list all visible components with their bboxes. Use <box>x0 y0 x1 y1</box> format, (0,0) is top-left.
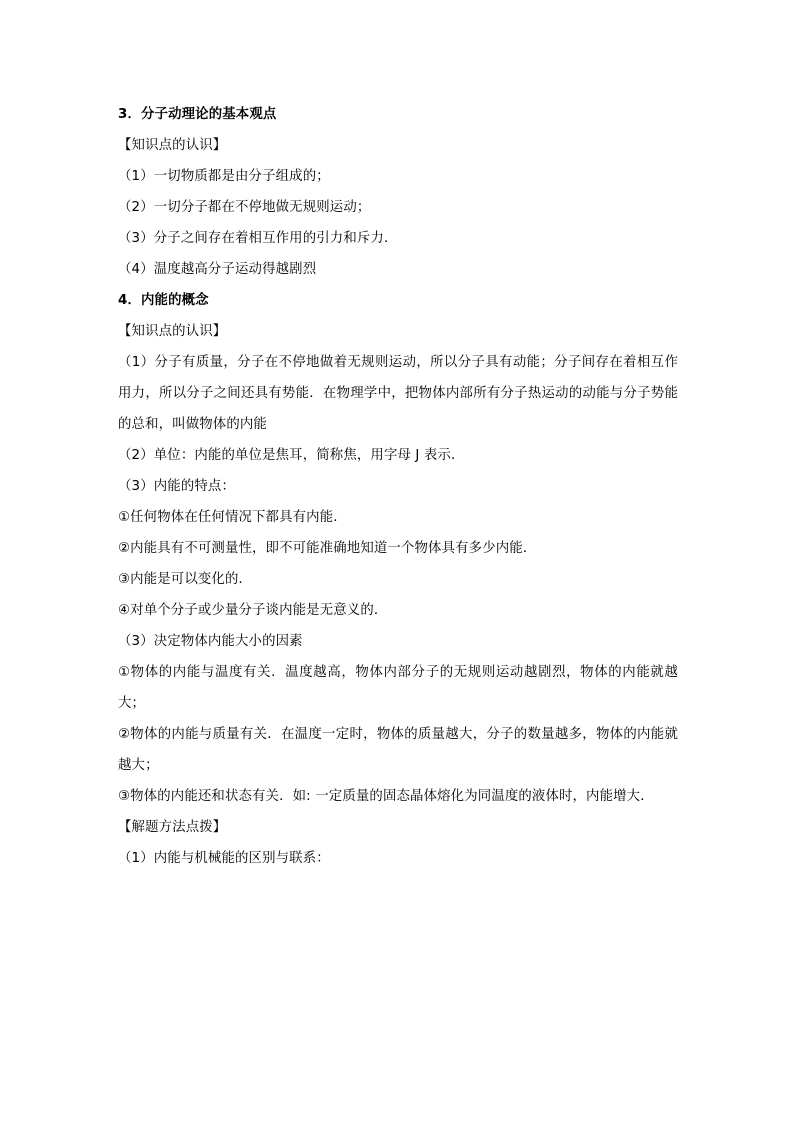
factors-title: （3）决定物体内能大小的因素 <box>118 634 303 649</box>
section-4-heading: 4．内能的概念 <box>118 293 209 308</box>
feature-item: ②内能具有不可测量性，即不可能准确地知道一个物体具有多少内能． <box>118 541 537 556</box>
factor-item: ②物体的内能与质量有关．在温度一定时，物体的质量越大，分子的数量越多，物体的内能就越大； <box>118 727 678 773</box>
feature-item: ③内能是可以变化的． <box>118 572 253 587</box>
factor-item: ③物体的内能还和状态有关．如: 一定质量的固态晶体熔化为同温度的液体时，内能增大． <box>118 789 654 804</box>
feature-item: ①任何物体在任何情况下都具有内能． <box>118 510 347 525</box>
factor-item: ①物体的内能与温度有关．温度越高，物体内部分子的无规则运动越剧烈，物体的内能就越大； <box>118 665 678 711</box>
section-3-item: （4）温度越高分子运动得越剧烈 <box>118 262 317 277</box>
section-4-knowledge-tag: 【知识点的认识】 <box>118 324 227 339</box>
section-3-knowledge-tag: 【知识点的认识】 <box>118 138 227 153</box>
method-tag: 【解题方法点拨】 <box>118 820 227 835</box>
section-3-item: （2）一切分子都在不停地做无规则运动； <box>118 200 371 215</box>
internal-energy-unit: （2）单位：内能的单位是焦耳，简称焦，用字母 J 表示． <box>118 448 465 463</box>
section-3-item: （1）一切物质都是由分子组成的； <box>118 169 330 184</box>
document-page <box>118 99 678 874</box>
internal-energy-definition: （1）分子有质量，分子在不停地做着无规则运动，所以分子具有动能；分子间存在着相互作用力，所以分子之间还具有势能．在物理学中，把物体内部所有分子热运动的动能与分子势能的总和，叫做物体的内能 <box>118 355 678 432</box>
section-3-item: （3）分子之间存在着相互作用的引力和斥力． <box>118 231 398 246</box>
section-3-heading: 3．分子动理论的基本观点 <box>118 107 277 122</box>
features-title: （3）内能的特点： <box>118 479 235 494</box>
method-item: （1）内能与机械能的区别与联系： <box>118 851 330 866</box>
feature-item: ④对单个分子或少量分子谈内能是无意义的． <box>118 603 388 618</box>
